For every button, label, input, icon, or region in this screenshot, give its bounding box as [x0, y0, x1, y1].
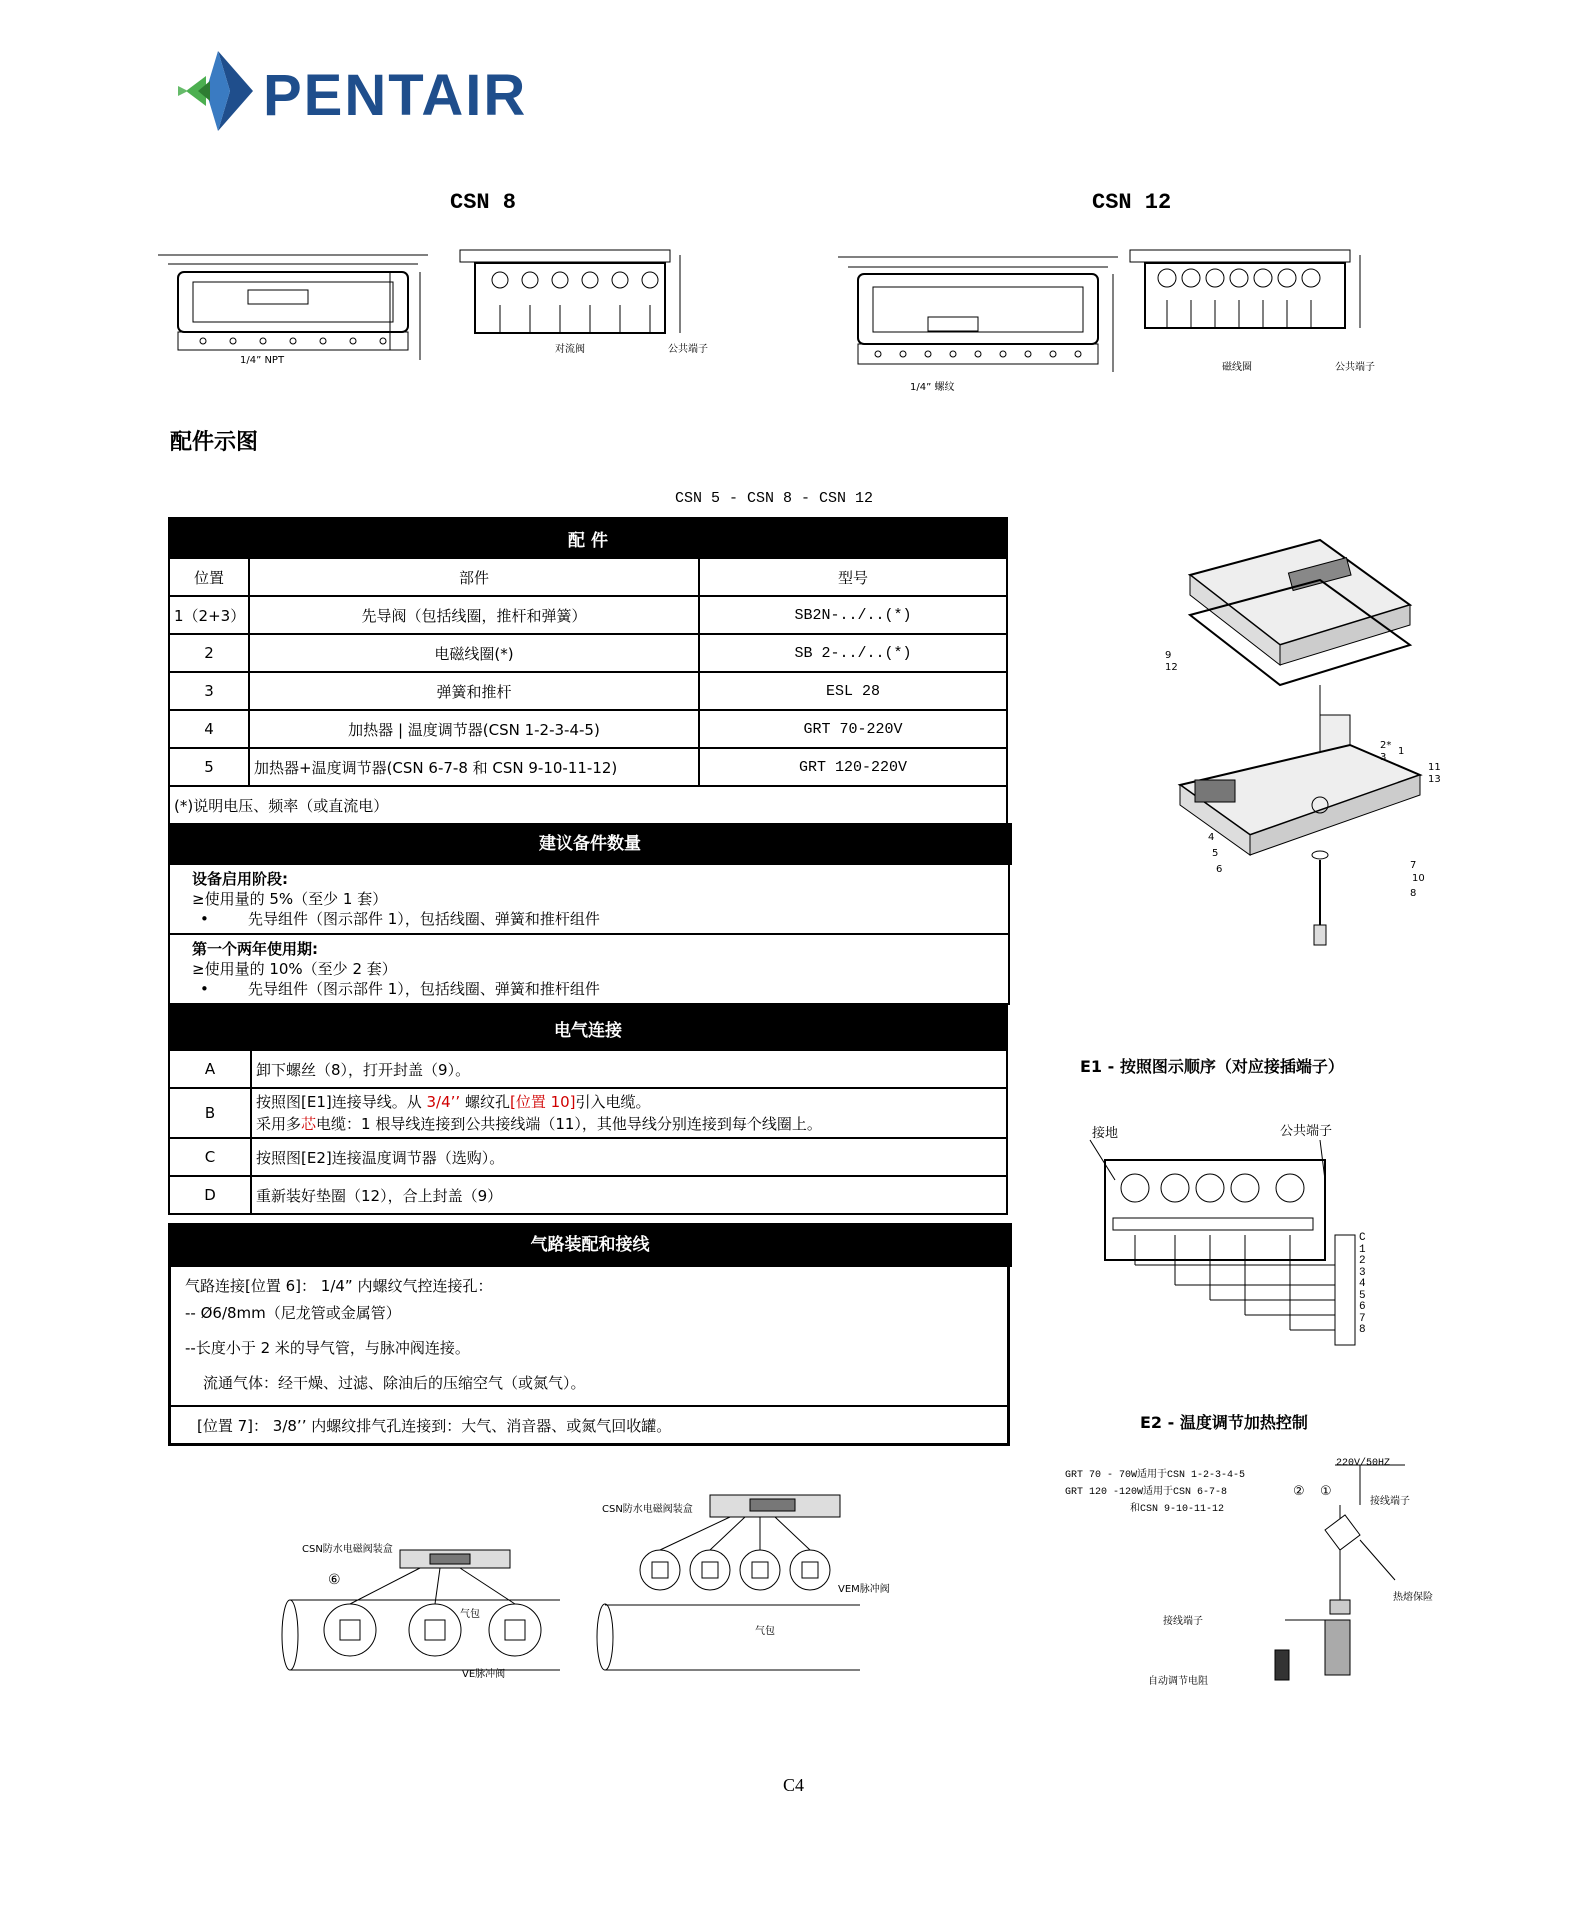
csn12-coil-label: 磁线圈	[1222, 362, 1252, 373]
callout-2: 2*	[1380, 740, 1392, 751]
parts-header: 配 件	[169, 518, 1007, 558]
table-row	[169, 1138, 1007, 1176]
spares-phase2-title: 第一个两年使用期:	[192, 940, 318, 958]
table-row	[169, 710, 1007, 748]
air-line-5: [位置 7]： 3/8’’ 内螺纹排气孔连接到：大气、消音器、或氮气回收罐。	[197, 1417, 672, 1435]
install-left-box-label: CSN防水电磁阀装盒	[302, 1544, 393, 1555]
table-row	[169, 1050, 1007, 1088]
callout-13: 13	[1428, 774, 1441, 785]
install-left-drawing	[280, 1530, 560, 1680]
e2-num-1: ①	[1320, 1484, 1332, 1499]
row-part: 先导阀（包括线圈，推杆和弹簧）	[249, 596, 699, 634]
csn12-nut-label: 1/4” 螺纹	[910, 382, 955, 393]
callout-10: 10	[1412, 873, 1425, 884]
csn12-front-drawing	[838, 252, 1118, 392]
terminal-label: 1	[1359, 1243, 1366, 1256]
csn8-front-drawing	[158, 250, 428, 370]
e2-terminal2-label: 接线端子	[1163, 1616, 1203, 1627]
electrical-header: 电气连接	[169, 1006, 1007, 1050]
row-pos: 1（2+3）	[169, 596, 249, 634]
step-key: B	[169, 1088, 251, 1138]
csn12-side-drawing	[1125, 245, 1375, 350]
table-row	[169, 1088, 1007, 1138]
callout-7: 7	[1410, 860, 1417, 871]
terminal-label: 3	[1359, 1266, 1366, 1279]
install-right-box-label: CSN防水电磁阀装盒	[602, 1504, 693, 1515]
table-row	[169, 596, 1007, 634]
e2-num-2: ②	[1293, 1484, 1305, 1499]
step-text: 卸下螺丝（8），打开封盖（9）。	[251, 1050, 1007, 1088]
step-text: 按照图[E2]连接温度调节器（选购）。	[251, 1138, 1007, 1176]
table-row	[169, 672, 1007, 710]
row-pos: 5	[169, 748, 249, 786]
text-run: 采用多	[256, 1115, 302, 1133]
air-line-2: -- Ø6/8mm（尼龙管或金属管）	[185, 1304, 401, 1322]
callout-9: 9	[1165, 650, 1172, 661]
install-left-pos: ⑥	[328, 1572, 341, 1588]
spares-phase2-item: 先导组件（图示部件 1），包括线圈、弹簧和推杆组件	[248, 980, 600, 998]
model-title-right: CSN 12	[1092, 190, 1172, 215]
table-row	[169, 1176, 1007, 1214]
electrical-table	[168, 1005, 1008, 1215]
col-part: 部件	[249, 558, 699, 596]
row-model: GRT 70-220V	[699, 710, 1007, 748]
text-run: 按照图[E1]连接导线。从	[256, 1093, 427, 1111]
callout-3: 3	[1380, 752, 1387, 763]
air-line-4: 流通气体：经干燥、过滤、除油后的压缩空气（或氮气）。	[171, 1372, 1007, 1407]
row-model: SB2N-../..(*)	[699, 596, 1007, 634]
text-run-red: [位置 10]	[509, 1093, 576, 1111]
table-row	[169, 748, 1007, 786]
parts-table-block	[168, 517, 1011, 1446]
e2-wiring-diagram	[1265, 1460, 1415, 1690]
text-run: 螺纹孔	[460, 1093, 510, 1111]
install-right-pipe: 气包	[755, 1626, 775, 1637]
row-pos: 2	[169, 634, 249, 672]
step-text: 重新装好垫圈（12），合上封盖（9）	[251, 1176, 1007, 1214]
spares-phase2-qty: ≥使用量的 10%（至少 2 套）	[192, 960, 397, 978]
step-key: C	[169, 1138, 251, 1176]
table-row	[169, 634, 1007, 672]
step-text-b	[251, 1088, 1007, 1138]
e2-spec-3: 和CSN 9-10-11-12	[1130, 1504, 1225, 1515]
section-title: 配件示图	[170, 430, 259, 455]
air-block	[168, 1267, 1010, 1446]
csn8-common-label: 公共端子	[668, 344, 708, 355]
spares-phase1-item: 先导组件（图示部件 1），包括线圈、弹簧和推杆组件	[248, 910, 600, 928]
e2-power: 220V/50HZ	[1336, 1458, 1391, 1469]
row-pos: 3	[169, 672, 249, 710]
e1-ground-label: 接地	[1092, 1126, 1119, 1141]
row-part: 电磁线圈(*)	[249, 634, 699, 672]
install-right-drawing	[600, 1490, 860, 1680]
parts-note: (*)说明电压、频率（或直流电）	[169, 786, 1007, 823]
page-number: C4	[783, 1775, 805, 1795]
row-model: GRT 120-220V	[699, 748, 1007, 786]
csn8-valve-label: 对流阀	[555, 344, 585, 355]
spares-phase1-qty: ≥使用量的 5%（至少 1 套）	[192, 890, 388, 908]
spares-phase1-title: 设备启用阶段:	[192, 870, 288, 888]
callout-1: 1	[1398, 746, 1405, 757]
callout-12: 12	[1165, 662, 1178, 673]
table-caption: CSN 5 - CSN 8 - CSN 12	[675, 490, 874, 507]
install-left-valve: VE脉冲阀	[462, 1669, 506, 1680]
e1-terminal-list	[1359, 1233, 1371, 1337]
terminal-label: 7	[1359, 1312, 1366, 1325]
row-part: 弹簧和推杆	[249, 672, 699, 710]
col-model: 型号	[699, 558, 1007, 596]
e1-common-label: 公共端子	[1280, 1124, 1333, 1139]
terminal-label: 8	[1359, 1324, 1366, 1336]
e2-spec-1: GRT 70 - 70W适用于CSN 1-2-3-4-5	[1065, 1470, 1246, 1481]
callout-8: 8	[1410, 888, 1417, 899]
install-right-valve: VEM脉冲阀	[838, 1584, 890, 1595]
spares-header: 建议备件数量	[168, 823, 1012, 865]
parts-table	[168, 517, 1008, 823]
col-pos: 位置	[169, 558, 249, 596]
bullet: •	[200, 980, 209, 998]
row-model: ESL 28	[699, 672, 1007, 710]
e2-terminal-label: 接线端子	[1370, 1496, 1410, 1507]
e2-title: E2 - 温度调节加热控制	[1140, 1413, 1308, 1432]
e2-spec-2: GRT 120 -120W适用于CSN 6-7-8	[1065, 1487, 1228, 1498]
callout-11: 11	[1428, 762, 1441, 773]
e1-wiring-diagram	[1085, 1140, 1385, 1360]
brand-name: PENTAIR	[263, 63, 528, 128]
terminal-label: 4	[1359, 1278, 1366, 1290]
callout-4: 4	[1208, 832, 1215, 843]
row-pos: 4	[169, 710, 249, 748]
e1-title: E1 - 按照图示顺序（对应接插端子）	[1080, 1057, 1344, 1076]
row-part: 加热器 | 温度调节器(CSN 1-2-3-4-5)	[249, 710, 699, 748]
row-part: 加热器+温度调节器(CSN 6-7-8 和 CSN 9-10-11-12)	[249, 748, 699, 786]
callout-6: 6	[1216, 864, 1223, 875]
terminal-label: 6	[1359, 1301, 1366, 1313]
text-run-red: 3/4’’	[426, 1093, 461, 1111]
air-line-3: --长度小于 2 米的导气管，与脉冲阀连接。	[185, 1339, 470, 1357]
bullet: •	[200, 910, 209, 928]
step-key: A	[169, 1050, 251, 1088]
text-run: 引入电缆。	[575, 1093, 651, 1111]
exploded-view-drawing	[1170, 535, 1470, 955]
csn8-npt-label: 1/4” NPT	[240, 355, 285, 366]
spares-block	[168, 865, 1010, 1005]
terminal-label: C	[1359, 1232, 1366, 1244]
pentair-logo-icon	[178, 46, 258, 136]
air-header: 气路装配和接线	[168, 1223, 1012, 1267]
callout-5: 5	[1212, 848, 1219, 859]
text-run: 电缆：1 根导线连接到公共接线端（11），其他导线分别连接到每个线圈上。	[316, 1115, 822, 1133]
model-title-left: CSN 8	[450, 190, 517, 215]
pentair-logo	[178, 46, 558, 141]
csn12-common-label: 公共端子	[1335, 362, 1375, 373]
text-run-red: 芯	[301, 1115, 317, 1133]
csn8-side-drawing	[455, 245, 695, 355]
install-left-pipe: 气包	[460, 1609, 480, 1620]
terminal-label: 2	[1359, 1255, 1366, 1267]
terminal-label: 5	[1359, 1289, 1366, 1302]
air-line-1: 气路连接[位置 6]： 1/4” 内螺纹气控连接孔：	[185, 1277, 493, 1295]
e2-fuse-label: 热熔保险	[1393, 1592, 1433, 1603]
row-model: SB 2-../..(*)	[699, 634, 1007, 672]
e2-resistor-label: 自动调节电阻	[1148, 1676, 1208, 1687]
step-key: D	[169, 1176, 251, 1214]
